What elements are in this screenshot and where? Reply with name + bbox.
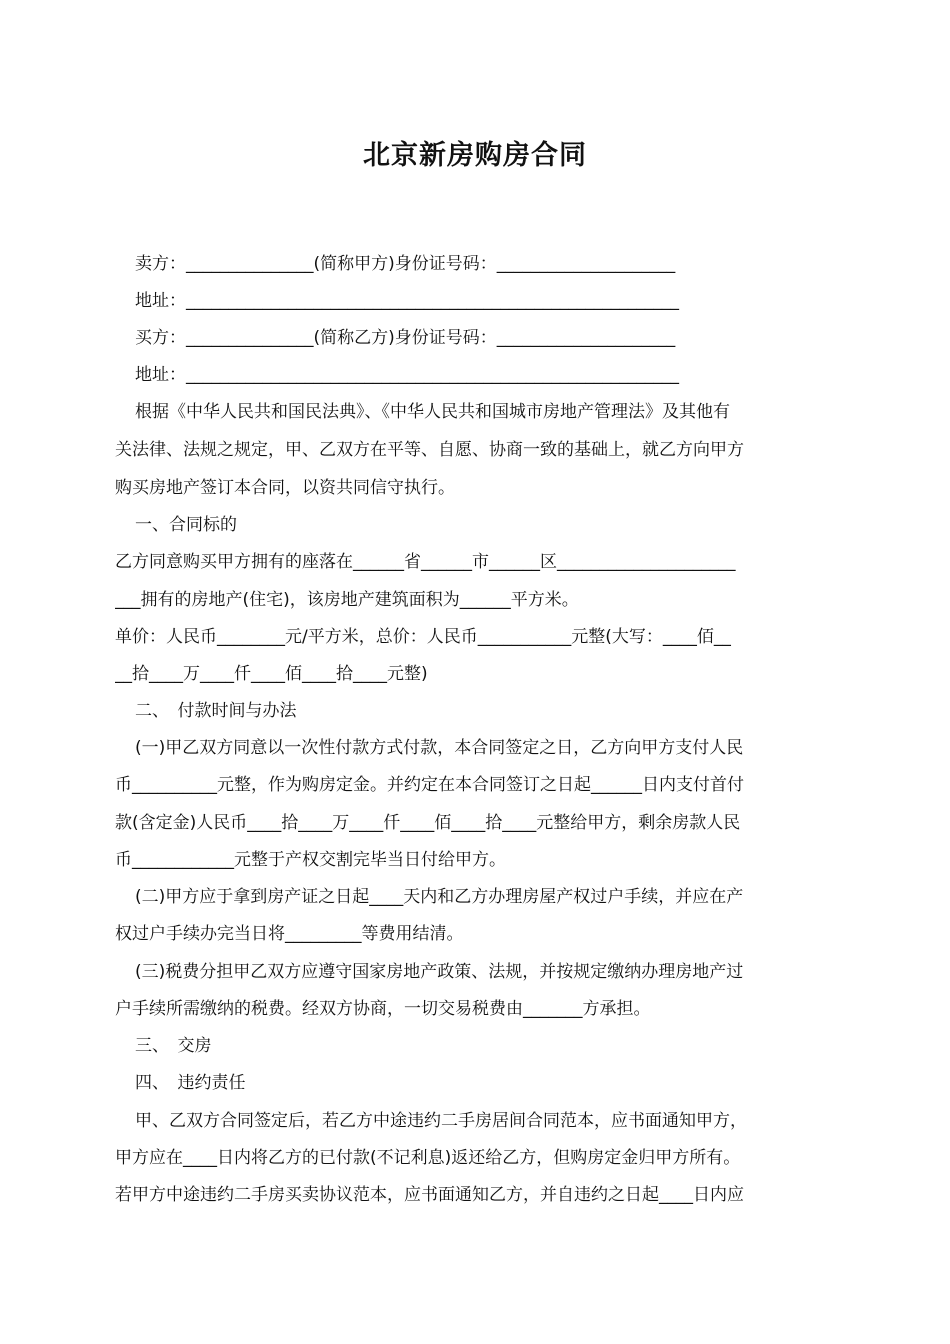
body-line: ___拥有的房地产(住宅)，该房地产建筑面积为______平方米。 bbox=[115, 590, 579, 610]
body-line: 权过户手续办完当日将_________等费用结清。 bbox=[115, 924, 464, 944]
buyer-line: 买方：_______________(简称乙方)身份证号码：_____________________ bbox=[135, 328, 676, 348]
body-line: __拾____万____仟____佰____拾____元整) bbox=[115, 664, 428, 684]
page-title: 北京新房购房合同 bbox=[363, 140, 587, 171]
seller-address-line: 地址：__________________________________________________________ bbox=[135, 291, 679, 311]
body-line: 甲、乙双方合同签定后，若乙方中途违约二手房居间合同范本，应书面通知甲方， bbox=[135, 1111, 747, 1131]
section-heading: 三、 交房 bbox=[135, 1036, 212, 1056]
body-line: (二)甲方应于拿到房产证之日起____天内和乙方办理房屋产权过户手续，并应在产 bbox=[135, 887, 744, 907]
body-line: 币____________元整于产权交割完毕当日付给甲方。 bbox=[115, 850, 506, 870]
body-line: 乙方同意购买甲方拥有的座落在______省______市______区_____________________ bbox=[115, 552, 736, 572]
seller-line: 卖方：_______________(简称甲方)身份证号码：_____________________ bbox=[135, 254, 676, 274]
body-line: 若甲方中途违约二手房买卖协议范本，应书面通知乙方，并自违约之日起____日内应 bbox=[115, 1185, 744, 1205]
body-line: (三)税费分担甲乙双方应遵守国家房地产政策、法规，并按规定缴纳办理房地产过 bbox=[135, 962, 744, 982]
body-line: 款(含定金)人民币____拾____万____仟____佰____拾____元整给甲方，剩余房款人民 bbox=[115, 813, 741, 833]
body-line: 币__________元整，作为购房定金。并约定在本合同签订之日起______日内支付首付 bbox=[115, 775, 744, 795]
body-line: 户手续所需缴纳的税费。经双方协商，一切交易税费由_______方承担。 bbox=[115, 999, 651, 1019]
section-heading: 一、合同标的 bbox=[135, 515, 237, 535]
body-line: 单价：人民币________元/平方米，总价：人民币___________元整(大写：____佰__ bbox=[115, 627, 731, 647]
preamble-line: 关法律、法规之规定，甲、乙双方在平等、自愿、协商一致的基础上，就乙方向甲方 bbox=[115, 440, 744, 460]
body-line: 甲方应在____日内将乙方的已付款(不记利息)返还给乙方，但购房定金归甲方所有。 bbox=[115, 1148, 741, 1168]
preamble-line: 购买房地产签订本合同，以资共同信守执行。 bbox=[115, 478, 455, 498]
section-heading: 二、 付款时间与办法 bbox=[135, 701, 297, 721]
buyer-address-line: 地址：__________________________________________________________ bbox=[135, 365, 679, 385]
body-line: (一)甲乙双方同意以一次性付款方式付款，本合同签定之日，乙方向甲方支付人民 bbox=[135, 738, 744, 758]
section-heading: 四、 违约责任 bbox=[135, 1073, 246, 1093]
preamble-line: 根据《中华人民共和国民法典》、《中华人民共和国城市房地产管理法》及其他有 bbox=[135, 402, 730, 422]
